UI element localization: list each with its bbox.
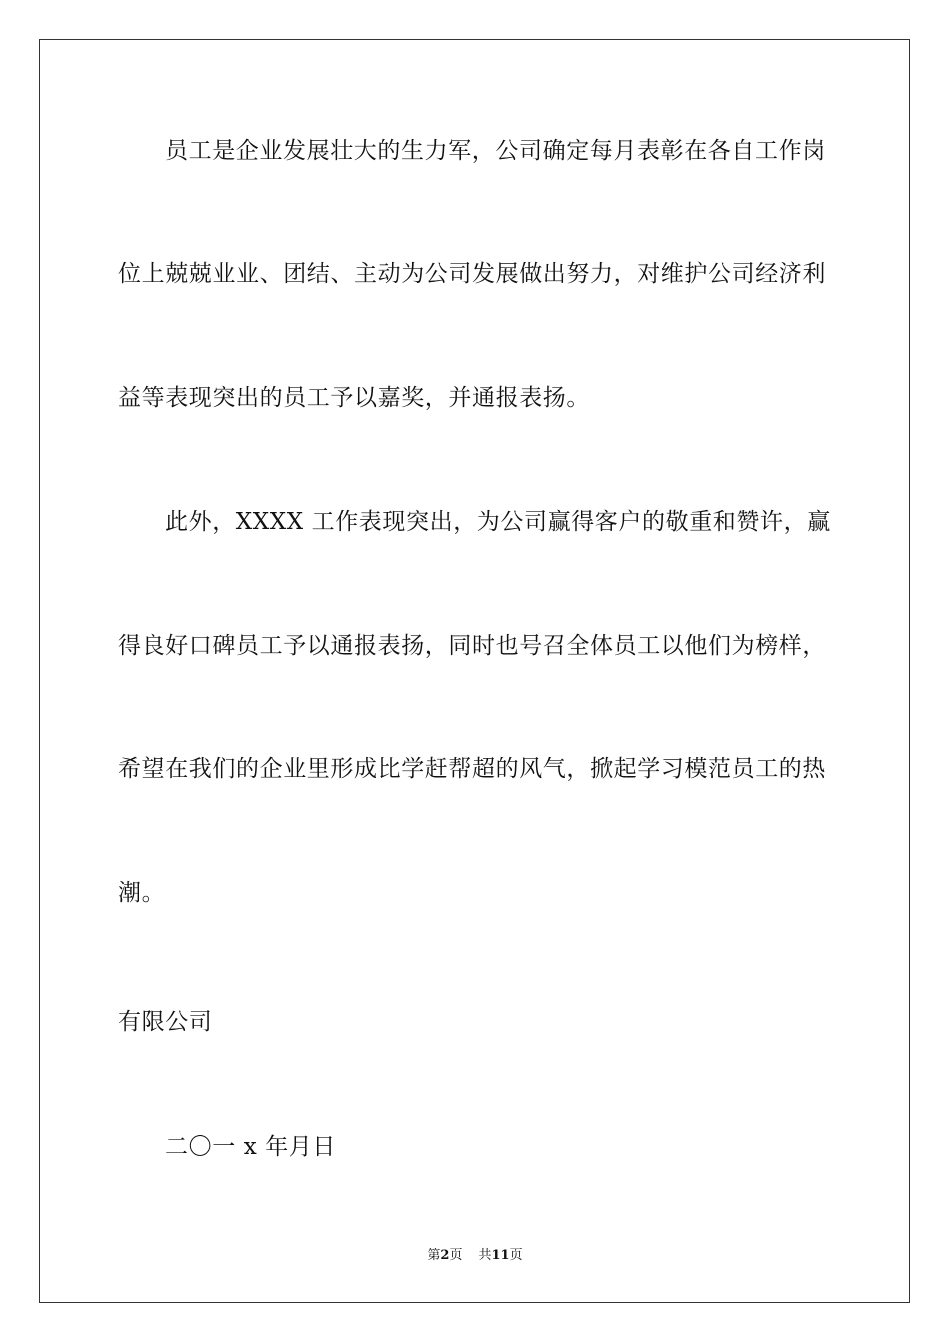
signature-company: 有限公司 (118, 1009, 213, 1035)
paragraph-2-line-2: 得良好口碑员工予以通报表扬，同时也号召全体员工以他们为榜样， (118, 633, 826, 659)
total-pages: 11 (491, 1248, 510, 1263)
signature-date: 二〇一 x 年月日 (165, 1134, 336, 1160)
page-footer (0, 1247, 950, 1265)
page-prefix: 第 (427, 1248, 441, 1263)
paragraph-2-line-4: 潮。 (118, 880, 166, 906)
page-suffix: 页 (449, 1248, 463, 1263)
total-prefix: 共 (478, 1248, 492, 1263)
page-border (39, 39, 910, 1303)
paragraph-1-line-2: 位上兢兢业业、团结、主动为公司发展做出努力，对维护公司经济利 (118, 261, 826, 287)
paragraph-2-line-1: 此外，XXXX 工作表现突出，为公司赢得客户的敬重和赞许，赢 (165, 509, 831, 535)
total-suffix: 页 (509, 1248, 523, 1263)
paragraph-1-line-3: 益等表现突出的员工予以嘉奖，并通报表扬。 (118, 385, 590, 411)
paragraph-1-line-1: 员工是企业发展壮大的生力军，公司确定每月表彰在各自工作岗 (165, 138, 826, 164)
paragraph-2-line-3: 希望在我们的企业里形成比学赶帮超的风气，掀起学习模范员工的热 (118, 756, 826, 782)
page-number: 2 (440, 1248, 450, 1263)
